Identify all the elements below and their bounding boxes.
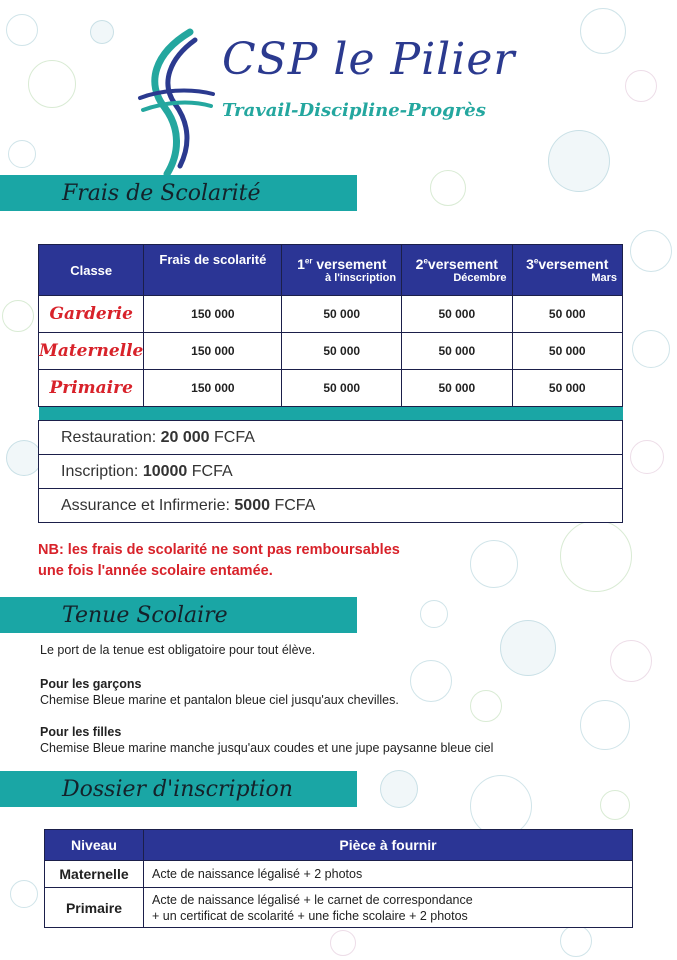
header-classe: Classe [39, 245, 144, 296]
table-row [39, 296, 623, 333]
school-motto: Travail-Discipline-Progrès [222, 100, 486, 121]
payment-2: 50 000 [402, 296, 512, 333]
section-title-dossier: Dossier d'inscription [62, 777, 293, 802]
payment-2: 50 000 [402, 333, 512, 370]
header-niveau: Niveau [45, 830, 144, 861]
section-banner-frais [0, 175, 357, 211]
fee-amount: 150 000 [144, 333, 282, 370]
class-name: Primaire [39, 370, 144, 407]
header-versement-3: 3eversement Mars [512, 245, 622, 296]
logo-wave-icon [135, 28, 215, 178]
table-row [45, 861, 633, 888]
extra-fee-row: Assurance et Infirmerie: 5000 FCFA [39, 489, 623, 523]
required-documents: Acte de naissance légalisé + le carnet de correspondance + un certificat de scolarité + une fiche scolaire + 2 photos [144, 888, 633, 928]
extra-fees-table [38, 420, 623, 523]
table-row [39, 370, 623, 407]
header-versement-1: 1er versement à l'inscription [282, 245, 402, 296]
header-frais: Frais de scolarité [144, 245, 282, 296]
uniform-girls-title: Pour les filles [40, 725, 122, 739]
required-documents: Acte de naissance légalisé + 2 photos [144, 861, 633, 888]
fee-amount: 150 000 [144, 296, 282, 333]
fee-amount: 150 000 [144, 370, 282, 407]
uniform-boys-title: Pour les garçons [40, 677, 142, 691]
extra-fee-row: Restauration: 20 000 FCFA [39, 421, 623, 455]
payment-3: 50 000 [512, 296, 622, 333]
school-name: CSP le Pilier [222, 34, 516, 85]
extra-fee-row: Inscription: 10000 FCFA [39, 455, 623, 489]
class-name: Garderie [39, 296, 144, 333]
section-banner-tenue [0, 597, 357, 633]
uniform-girls-text: Chemise Bleue marine manche jusqu'aux coudes et une jupe paysanne bleue ciel [40, 741, 494, 755]
uniform-intro: Le port de la tenue est obligatoire pour tout élève. [40, 643, 316, 657]
class-name: Maternelle [39, 333, 144, 370]
header-versement-2: 2eversement Décembre [402, 245, 512, 296]
level-name: Primaire [45, 888, 144, 928]
payment-2: 50 000 [402, 370, 512, 407]
payment-3: 50 000 [512, 370, 622, 407]
section-title-tenue: Tenue Scolaire [62, 603, 228, 628]
payment-1: 50 000 [282, 333, 402, 370]
payment-1: 50 000 [282, 370, 402, 407]
refund-notice: NB: les frais de scolarité ne sont pas remboursables une fois l'année scolaire entamée. [38, 542, 400, 579]
table-row [45, 888, 633, 928]
fees-table [38, 244, 623, 422]
uniform-boys-text: Chemise Bleue marine et pantalon bleue ciel jusqu'aux chevilles. [40, 693, 399, 707]
enrollment-docs-table [44, 829, 633, 928]
section-title-frais: Frais de Scolarité [62, 181, 261, 206]
section-banner-dossier [0, 771, 357, 807]
payment-1: 50 000 [282, 296, 402, 333]
payment-3: 50 000 [512, 333, 622, 370]
header-piece: Pièce à fournir [144, 830, 633, 861]
level-name: Maternelle [45, 861, 144, 888]
table-row [39, 333, 623, 370]
